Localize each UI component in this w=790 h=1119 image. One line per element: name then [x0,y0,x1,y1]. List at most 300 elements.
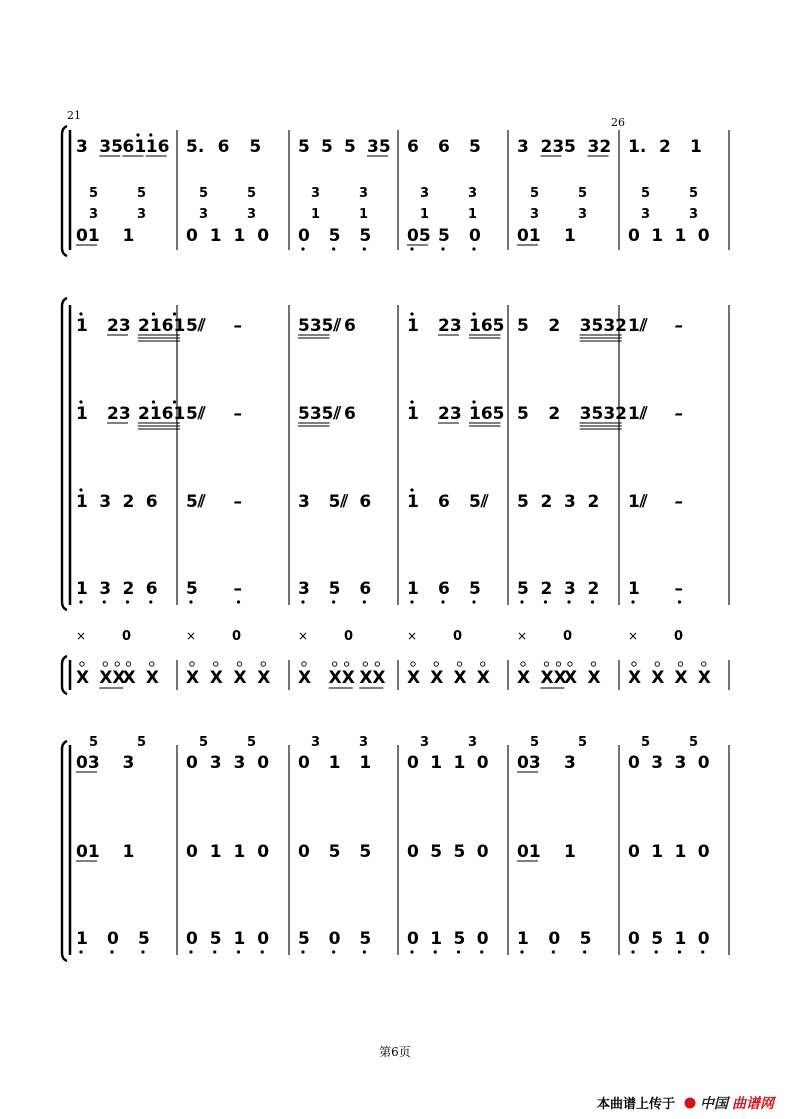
system3-staff3-lowdot-m5-g1 [655,950,658,953]
system2-staff2-highdot-m0 [152,400,155,403]
system2-staff3-m3-g0: 1 [407,492,419,512]
percussion-accent-m3 [434,662,438,666]
system1-chord-mid-m1-a: 3 [199,207,209,222]
percussion-hit-m0-g3: X [145,668,159,688]
system2-staff4-m5-g1: – [674,579,683,599]
system2-staff2-m3-g1: 23 [438,404,462,424]
system3-staff2-m3-g0: 0 [407,842,419,862]
system2-staff2-highdot-m0 [79,400,82,403]
system3-staff2-m1-g3: 0 [257,842,270,862]
system2-staff4-lowdot-m0-g3 [149,600,152,603]
percussion-hit-m4-g2: X [564,668,578,688]
system1-chord-mid-m5-a: 3 [641,207,651,222]
system3-bracket [62,741,67,961]
percussion-accent-m4 [556,662,560,666]
system3-staff3-lowdot-m5-g0 [631,950,634,953]
system2-staff3-m5-g0: 1⫽ [628,492,648,512]
system2-staff4-m2-g0: 3 [298,579,310,599]
system1-bass-lowdot-m3-g0 [410,247,413,250]
system1-melody-m3-g0: 6 [407,137,419,157]
system1-chord-mid-m3-a: 1 [420,207,430,222]
system2-staff1-m3-g1: 23 [438,316,462,336]
percussion-accent-m5 [655,662,659,666]
system2-staff4-m5-g0: 1 [628,579,640,599]
system1-chord-top-m4-a: 5 [530,186,540,201]
system2-staff4-lowdot-m0-g0 [79,600,82,603]
system2-staff4-m4-g3: 2 [587,579,600,599]
system2-staff1-m3-g2: 165 [469,316,505,336]
system1-bass-lowdot-m2-g0 [301,247,304,250]
percussion-top-o-m4: 0 [563,629,573,644]
percussion-hit-m5-g3: X [697,668,711,688]
system2-staff1-m1-g1: – [233,316,242,336]
system2-staff1-m5-g1: – [674,316,683,336]
system2-staff4-lowdot-m1-g1 [237,600,240,603]
system1-melody-highdot-m0 [149,133,152,136]
system1-melody-m4-g2: 5 [564,137,576,157]
system3-staff3-m2-g1: 0 [328,929,341,949]
page-number: 第6页 [379,1045,411,1059]
system2-staff4-m0-g3: 6 [145,579,158,599]
percussion-accent-m1 [214,662,218,666]
system3-staff3-lowdot-m4-g2 [583,950,586,953]
percussion-top-x-m3: × [407,629,418,643]
system3-staff1-m5-g1: 3 [651,753,664,773]
system2-staff1-highdot-m0 [152,312,155,315]
system3-staff3-m4-g0: 1 [517,929,529,949]
system1-melody-m2-g1: 5 [321,137,333,157]
system3-staff1-m0-g0: 03 [76,753,100,773]
system2-staff2-m4-g2: 3532 [579,404,627,424]
percussion-top-x-m5: × [628,629,639,643]
system1-chord-mid-m2-a: 1 [311,207,321,222]
system3-staff3-m3-g2: 5 [453,929,466,949]
percussion-accent-m4 [591,662,595,666]
system3-staff2-m1-g1: 1 [209,842,222,862]
system3-staff1-m2-g2: 1 [359,753,372,773]
system1-bass-m2-g2: 5 [359,226,372,246]
system1-chord-top-m4-b: 5 [578,186,588,201]
system3-staff2-m0-g1: 1 [122,842,135,862]
system3-staff3-m4-g1: 0 [548,929,561,949]
percussion-accent-m1 [261,662,265,666]
percussion-hit-m4-g3: X [587,668,601,688]
system1-chord-top-m2-a: 3 [311,186,321,201]
percussion-hit-m0-g1: XX [99,668,126,688]
system2-staff2-m5-g1: – [674,404,683,424]
system2-staff2-m4-g1: 2 [548,404,561,424]
system3-staff3-lowdot-m3-g3 [480,950,483,953]
system2-staff4-lowdot-m0-g2 [126,600,129,603]
system3-staff3-m1-g0: 0 [186,929,198,949]
system3-staff2-m4-g1: 1 [564,842,576,862]
system1-chord-top-m2-b: 3 [359,186,369,201]
system1-melody-m2-g3: 35 [367,137,391,157]
system3-staff3-m4-g2: 5 [579,929,592,949]
system1-chord-mid-m0-b: 3 [137,207,147,222]
system1-melody-m0-g3: 16 [145,137,170,157]
system3-chord-top-m2-b: 3 [359,735,369,750]
system3-staff3-m0-g1: 0 [107,929,119,949]
system2-staff4-m1-g1: – [233,579,242,599]
system3-staff3-lowdot-m0-g0 [79,950,82,953]
system2-staff2-highdot-m3 [472,400,475,403]
system3-staff3-lowdot-m0-g1 [110,950,113,953]
system2-staff3-m2-g2: 6 [359,492,372,512]
system3-staff3-m3-g0: 0 [407,929,419,949]
system1-bass-m1-g0: 0 [186,226,198,246]
system2-staff2-m2-g1: 6 [344,404,356,424]
percussion-hit-m2-g1: XX [328,668,355,688]
percussion-accent-m0 [126,662,130,666]
system3-staff3-lowdot-m1-g1 [213,950,216,953]
percussion-hit-m3-g0: X [407,668,421,688]
system3-staff2-m4-g0: 01 [517,842,541,862]
percussion-top-o-m1: 0 [232,629,242,644]
system3-staff1-m3-g0: 0 [407,753,419,773]
percussion-hit-m5-g0: X [628,668,642,688]
system3-chord-top-m4-a: 5 [530,735,540,750]
system1-melody-m5-g0: 1. [628,137,647,157]
system2-staff2-m2-g0: 535⫽ [298,404,342,424]
system1-melody-m1-g1: 6 [217,137,230,157]
system3-staff2-m5-g1: 1 [651,842,664,862]
system2-staff4-m4-g0: 5 [517,579,529,599]
system1-chord-mid-m4-a: 3 [530,207,540,222]
system1-melody-m0-g0: 3 [76,137,88,157]
system2-staff3-m4-g0: 5 [517,492,529,512]
system3-staff3-lowdot-m2-g0 [301,950,304,953]
system2-staff3-m0-g3: 6 [145,492,158,512]
percussion-accent-m5 [678,662,682,666]
system2-bracket [62,298,67,610]
system3-chord-top-m5-b: 5 [689,735,699,750]
percussion-hit-m4-g0: X [517,668,531,688]
system3-chord-top-m0-a: 5 [89,735,99,750]
percussion-accent-m3 [411,662,415,666]
system3-staff2-m2-g0: 0 [298,842,310,862]
system2-staff1-m0-g0: 1 [76,316,88,336]
system2-staff1-m0-g1: 23 [107,316,131,336]
percussion-top-x-m2: × [298,629,309,643]
system3-staff3-lowdot-m4-g0 [520,950,523,953]
system2-staff4-lowdot-m1-g0 [189,600,192,603]
system2-staff3-m4-g2: 3 [564,492,576,512]
system1-bass-m1-g1: 1 [209,226,222,246]
system1-chord-top-m5-a: 5 [641,186,651,201]
system2-staff2-highdot-m0 [173,400,176,403]
system2-staff3-m1-g1: – [233,492,242,512]
system2-staff4-lowdot-m5-g0 [631,600,634,603]
system2-staff4-lowdot-m3-g1 [441,600,444,603]
system3-staff3-lowdot-m2-g2 [363,950,366,953]
percussion-hit-m3-g1: X [430,668,444,688]
system1-melody-m1-g0: 5. [186,137,205,157]
system3-staff1-m2-g0: 0 [298,753,310,773]
system2-staff4-lowdot-m4-g0 [520,600,523,603]
percussion-hit-m5-g2: X [674,668,688,688]
system2-staff3-highdot-m3 [410,488,413,491]
system1-bass-m5-g1: 1 [651,226,664,246]
system1-bracket [62,126,67,256]
system1-bass-m1-g2: 1 [233,226,246,246]
system1-chord-top-m3-a: 3 [420,186,430,201]
system2-staff4-lowdot-m2-g2 [363,600,366,603]
system1-melody-m2-g2: 5 [344,137,356,157]
percussion-accent-m0 [103,662,107,666]
system2-staff4-m4-g2: 3 [564,579,576,599]
system2-staff1-m4-g0: 5 [517,316,529,336]
system2-staff2-m0-g1: 23 [107,404,131,424]
percussion-top-x-m4: × [517,629,528,643]
system2-staff1-highdot-m3 [472,312,475,315]
system2-staff1-highdot-m3 [410,312,413,315]
system3-staff2-m3-g1: 5 [430,842,443,862]
system1-bass-m5-g2: 1 [674,226,687,246]
system3-staff3-m5-g2: 1 [674,929,687,949]
percussion-accent-m1 [190,662,194,666]
system2-staff1-highdot-m0 [173,312,176,315]
percussion-top-o-m5: 0 [674,629,684,644]
system2-staff3-m4-g1: 2 [540,492,553,512]
system3-staff1-m1-g0: 0 [186,753,198,773]
system3-staff3-lowdot-m4-g1 [552,950,555,953]
system1-melody-m3-g2: 5 [469,137,481,157]
system2-staff1-highdot-m0 [79,312,82,315]
system2-staff1-m2-g1: 6 [344,316,356,336]
footer-site-name-b: 曲谱网 [732,1096,774,1112]
system2-staff1-m4-g2: 3532 [579,316,627,336]
percussion-top-o-m0: 0 [122,629,132,644]
percussion-hit-m0-g2: X [122,668,136,688]
system3-staff2-m5-g3: 0 [697,842,710,862]
system1-bass-m0-g1: 1 [122,226,135,246]
system1-bass-lowdot-m2-g1 [332,247,335,250]
system2-staff3-highdot-m0 [79,488,82,491]
system3-staff2-m3-g3: 0 [476,842,489,862]
percussion-accent-m2 [302,662,306,666]
system1-melody-m0-g2: 61 [122,137,147,157]
percussion-accent-m2 [375,662,379,666]
system2-staff2-m1-g1: – [233,404,242,424]
system2-staff4-m2-g2: 6 [359,579,372,599]
system3-staff3-lowdot-m3-g2 [457,950,460,953]
system3-staff2-m5-g2: 1 [674,842,687,862]
system3-chord-top-m2-a: 3 [311,735,321,750]
system1-chord-mid-m5-b: 3 [689,207,699,222]
system3-staff3-lowdot-m1-g0 [189,950,192,953]
system3-staff3-m0-g0: 1 [76,929,88,949]
system1-melody-m1-g2: 5 [249,137,262,157]
percussion-bracket [62,656,67,694]
system3-staff1-m2-g1: 1 [328,753,341,773]
percussion-hit-m1-g0: X [186,668,200,688]
percussion-hit-m1-g3: X [257,668,271,688]
system3-staff1-m3-g2: 1 [453,753,466,773]
system1-melody-m4-g0: 3 [517,137,529,157]
system1-bass-m2-g0: 0 [298,226,310,246]
system2-staff2-m4-g0: 5 [517,404,529,424]
system3-chord-top-m3-a: 3 [420,735,430,750]
system1-bass-m3-g1: 5 [438,226,450,246]
system3-staff2-m2-g1: 5 [328,842,341,862]
system2-staff1-m0-g2: 2161 [138,316,186,336]
system3-chord-top-m1-a: 5 [199,735,209,750]
system1-bass-m3-g2: 0 [469,226,481,246]
percussion-top-o-m3: 0 [453,629,463,644]
system1-bass-m5-g3: 0 [697,226,710,246]
system3-staff3-lowdot-m3-g1 [434,950,437,953]
system3-staff3-m5-g0: 0 [628,929,640,949]
percussion-accent-m1 [237,662,241,666]
system2-staff3-m3-g1: 6 [438,492,450,512]
percussion-hit-m1-g2: X [233,668,247,688]
system2-staff2-m1-g0: 5⫽ [186,404,206,424]
system1-chord-top-m0-a: 5 [89,186,99,201]
system1-bass-m4-g0: 01 [517,226,541,246]
system1-chord-mid-m1-b: 3 [247,207,257,222]
system3-staff1-m1-g3: 0 [257,753,270,773]
system1-chord-top-m5-b: 5 [689,186,699,201]
system2-staff4-m0-g1: 3 [99,579,112,599]
system3-staff3-lowdot-m1-g2 [237,950,240,953]
percussion-top-o-m2: 0 [344,629,354,644]
system2-staff4-lowdot-m3-g0 [410,600,413,603]
system2-staff3-m2-g0: 3 [298,492,310,512]
percussion-hit-m0-g0: X [76,668,90,688]
system1-bass-m5-g0: 0 [628,226,640,246]
system3-chord-top-m5-a: 5 [641,735,651,750]
percussion-top-x-m0: × [76,629,87,643]
system3-staff3-m1-g1: 5 [209,929,222,949]
system2-staff1-m4-g1: 2 [548,316,561,336]
system2-staff4-lowdot-m2-g1 [332,600,335,603]
system2-staff4-lowdot-m5-g1 [678,600,681,603]
system1-melody-m5-g1: 2 [659,137,671,157]
system2-staff4-m4-g1: 2 [540,579,553,599]
system3-staff3-m3-g3: 0 [476,929,489,949]
system2-staff1-m3-g0: 1 [407,316,419,336]
system3-staff2-m0-g0: 01 [76,842,100,862]
system1-melody-m4-g1: 23 [540,137,565,157]
system1-melody-m4-g3: 32 [587,137,612,157]
percussion-hit-m2-g0: X [298,668,312,688]
system2-staff4-lowdot-m2-g0 [301,600,304,603]
system2-staff1-m2-g0: 535⫽ [298,316,342,336]
system3-staff1-m1-g2: 3 [233,753,246,773]
system2-staff4-lowdot-m4-g1 [544,600,547,603]
system1-chord-mid-m3-b: 1 [468,207,478,222]
system3-staff3-m2-g2: 5 [359,929,372,949]
system3-staff1-m3-g1: 1 [430,753,443,773]
system3-staff2-m2-g2: 5 [359,842,372,862]
system2-staff4-lowdot-m4-g2 [567,600,570,603]
percussion-hit-m3-g3: X [476,668,490,688]
system2-staff3-m0-g2: 2 [122,492,135,512]
system1-chord-top-m1-a: 5 [199,186,209,201]
measure-number-26: 26 [611,116,625,129]
system3-staff3-m0-g2: 5 [138,929,150,949]
system3-staff1-m3-g3: 0 [476,753,489,773]
system3-staff1-m5-g2: 3 [674,753,687,773]
system3-staff3-m3-g1: 1 [430,929,443,949]
system2-staff4-m3-g0: 1 [407,579,419,599]
system1-bass-lowdot-m2-g2 [363,247,366,250]
system1-chord-top-m1-b: 5 [247,186,257,201]
system1-bass-m1-g3: 0 [257,226,270,246]
percussion-accent-m0 [80,662,84,666]
percussion-accent-m5 [632,662,636,666]
system3-staff3-m1-g3: 0 [257,929,270,949]
system3-staff3-lowdot-m0-g2 [141,950,144,953]
system2-staff3-m0-g1: 3 [99,492,112,512]
system2-staff4-lowdot-m0-g1 [103,600,106,603]
percussion-accent-m2 [344,662,348,666]
percussion-accent-m0 [150,662,154,666]
percussion-accent-m2 [332,662,336,666]
system1-bass-lowdot-m3-g1 [441,247,444,250]
system3-staff2-m3-g2: 5 [453,842,466,862]
system3-staff3-lowdot-m5-g2 [678,950,681,953]
percussion-accent-m3 [481,662,485,666]
system1-bass-m2-g1: 5 [328,226,341,246]
percussion-hit-m1-g1: X [209,668,223,688]
system1-bass-m3-g0: 05 [407,226,431,246]
system2-staff3-m1-g0: 5⫽ [186,492,206,512]
system3-staff3-lowdot-m3-g0 [410,950,413,953]
system2-staff4-lowdot-m3-g2 [472,600,475,603]
percussion-hit-m3-g2: X [453,668,467,688]
system2-staff1-m1-g0: 5⫽ [186,316,206,336]
percussion-accent-m3 [457,662,461,666]
system1-chord-mid-m4-b: 3 [578,207,588,222]
measure-number-21: 21 [67,109,81,122]
system1-chord-top-m3-b: 3 [468,186,478,201]
system2-staff2-m0-g2: 2161 [138,404,186,424]
footer-site-name-a: 中国 [700,1096,728,1112]
system2-staff4-m3-g1: 6 [438,579,450,599]
percussion-accent-m0 [115,662,119,666]
system2-staff4-lowdot-m4-g3 [591,600,594,603]
system3-staff1-m5-g0: 0 [628,753,640,773]
system2-staff2-m3-g2: 165 [469,404,505,424]
system3-staff3-m1-g2: 1 [233,929,246,949]
percussion-accent-m4 [568,662,572,666]
system3-staff1-m5-g3: 0 [697,753,710,773]
percussion-hit-m5-g1: X [651,668,665,688]
system2-staff4-m1-g0: 5 [186,579,198,599]
system2-staff3-m2-g1: 5⫽ [328,492,349,512]
system3-staff1-m1-g1: 3 [209,753,222,773]
system1-bass-lowdot-m3-g2 [472,247,475,250]
system2-staff2-m5-g0: 1⫽ [628,404,648,424]
system2-staff4-m0-g2: 2 [122,579,135,599]
percussion-accent-m2 [363,662,367,666]
system2-staff1-m5-g0: 1⫽ [628,316,648,336]
system2-staff2-m0-g0: 1 [76,404,88,424]
system1-melody-highdot-m0 [136,133,139,136]
system3-staff3-m5-g1: 5 [651,929,664,949]
system3-staff3-lowdot-m1-g3 [261,950,264,953]
percussion-accent-m5 [702,662,706,666]
system3-staff1-m0-g1: 3 [122,753,135,773]
system2-staff2-highdot-m3 [410,400,413,403]
system3-staff3-m5-g3: 0 [697,929,710,949]
system3-chord-top-m0-b: 5 [137,735,147,750]
system3-staff2-m5-g0: 0 [628,842,640,862]
system2-staff3-m0-g0: 1 [76,492,88,512]
system1-melody-m0-g1: 35 [99,137,123,157]
